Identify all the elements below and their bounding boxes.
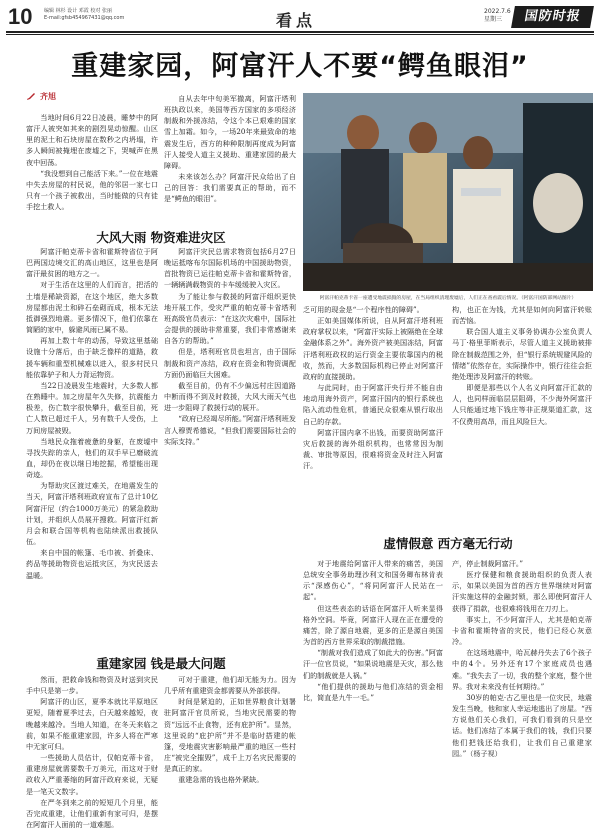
paragraph: “政府已经竭尽所能。”阿富汗塔利班发言人穆贾希德说，“但我们需要国际社会的实际支持。” xyxy=(164,414,296,446)
paragraph: 未来该怎么办？阿富汗民众给出了自己的回答：我们需要真正的帮助，而不是“鳄鱼的眼泪”。 xyxy=(164,172,296,204)
photo-caption: 阿富汗帕克蒂卡省一座遭受地震损毁的房屋，在当局组织清理废墟后，人们正在查看震后情况。（阿富汗国防部网站图片） xyxy=(319,296,577,301)
section1-column-2 xyxy=(164,246,296,644)
right-column-3-bottom xyxy=(303,558,443,820)
paragraph: 截至目前，仍有不少偏远村庄因道路中断而得不到及时救援，大风大雨天气也进一步阻碍了救援行动的展开。 xyxy=(164,380,296,413)
paragraph: 构，也正在为钱，尤其是如何向阿富汗转账而苦恼。 xyxy=(452,305,592,326)
intro-column-2 xyxy=(164,93,296,226)
paragraph: 来自中国的帐篷、毛巾被、折叠床、药品等援助物资也运抵灾区，为灾民送去温暖。 xyxy=(26,548,158,580)
header-rule xyxy=(6,31,594,33)
paragraph: 阿富汗帕克蒂卡省和霍斯特省位于阿巴两国边境交汇的高山地区，这里也是阿富汗最贫困的地方之一。 xyxy=(26,247,158,279)
paragraph: 自从去年中旬美军撤离，阿富汗塔利班执政以来，美国等西方国家的多项经济制裁和外援冻结，令这个本已艰难的国家雪上加霜。如今，一场20年来最致命的地震发生后，西方的种种限制再度成为阿富汗人接受人道主义援助、重建家园的最大障碍。 xyxy=(164,94,296,170)
paragraph: 在严冬到来之前的短短几个月里，能否完成重建，让他们重新有家可归，是摆在阿富汗人面前的一道难题。 xyxy=(26,797,158,830)
editor-line: 编辑 林杉 设计 邓霞 校对 张丽 xyxy=(44,8,112,14)
paragraph: 重建急需的钱也格外紧缺。 xyxy=(178,775,264,785)
byline: 齐旭 xyxy=(40,92,56,101)
paragraph: 医疗保健和粮食援助组织的负责人表示，如果以美国为首的西方世界继续对阿富汗实施这样的金融封锁，那么即使阿富汗人获得了捐款，也很难将钱用在刀刃上。 xyxy=(452,570,592,613)
pen-icon xyxy=(26,92,36,101)
editor-info xyxy=(44,8,124,22)
paragraph: 对于生活在这里的人们而言，把活的土墙是稀缺资源，在这个地区，绝大多数房屋都由泥土和碎石垒砌而成，根本无法抵御强烈地震。更多情况下，他们依靠在简陋的家中，躲避风雨已属不易。 xyxy=(26,280,158,335)
paragraph: 当地时间6月22日凌晨，睡梦中的阿富汗人被突如其来的剧烈晃动惊醒。山区里的泥土和石块房屋在数秒之内坍塌，许多人瞬间被掩埋在废墟之下，哭喊声在黑夜中回荡。 xyxy=(26,113,158,167)
section1-column-1 xyxy=(26,246,158,644)
header-rule-thin xyxy=(6,34,594,35)
weekday: 星期三 xyxy=(484,16,503,23)
paragraph: 阿富汗国内拿不出钱，而要资助阿富汗灾后救援的海外组织机构，也常常因为制裁、审批等原因，很难将资金及时注入阿富汗。 xyxy=(303,427,443,471)
paper-logo: 国防时报 xyxy=(511,6,594,28)
page-number: 10 xyxy=(8,4,33,29)
paragraph: 当22日凌晨发生地震时，大多数人都在熟睡中。加之房屋年久失修，抗震能力极差，伤亡数字很快攀升，截至目前，死亡人数已超过千人，另有数千人受伤，上万间房屋被毁。 xyxy=(26,380,158,435)
paragraph: 但是，塔利班官员也坦言，由于国际制裁和资产冻结，政府在资金和物资调配方面仍面临巨大困难。 xyxy=(164,347,296,379)
subheading-hypocrisy: 虚情假意 西方毫无行动 xyxy=(383,536,513,551)
section2-column-2 xyxy=(164,674,296,822)
paragraph: 但这些表态的话语在阿富汗人听来显得格外空洞。毕竟，阿富汗人现在正在遭受的痛苦，除了源自地震，更多的正是源自美国为首的西方世界采取的制裁措施。 xyxy=(303,603,443,647)
paragraph: 在这场地震中，哈瓦赫丹失去了6个孩子中的4个。另外还有17个家庭成员也遇难。“我失去了一切，我的整个家庭，整个世界。我对未来没有任何期待。” xyxy=(452,648,592,691)
paragraph: “制裁对我们造成了如此大的伤害。”阿富汗一位官员说，“如果说地震是天灾，那么他们的制裁就是人祸。” xyxy=(303,648,443,680)
right-column-3-top xyxy=(303,304,443,532)
paragraph: 阿富汗灾民总需求物资包括6月27日晚运抵喀布尔国际机场的中国援助物资，首批物资已运往帕克蒂卡省和霍斯特省，一辆辆满载物资的卡车缓缓驶入灾区。 xyxy=(164,247,296,290)
paragraph: 对于地震给阿富汗人带来的痛苦，美国总统安全事务助理沙利文和国务卿布林肯表示“深感伤心”，“将同阿富汗人民站在一起”。 xyxy=(303,559,443,602)
paragraph: 当地民众拖着疲惫的身躯，在废墟中寻找失踪的亲人，他们的双手早已磨破流血，却仍在夜以继日地挖掘，希望能出现奇迹。 xyxy=(26,436,158,480)
section-title: 看点 xyxy=(276,11,317,30)
paragraph: 即便是那些以个人名义向阿富汗汇款的人，也同样面临层层阻碍，不少海外阿富汗人只能通过地下钱庄等非正规渠道汇款，这不仅费用高昂，而且风险巨大。 xyxy=(452,383,592,426)
paragraph: 与此同时，由于阿富汗央行并不能自由地动用海外资产，阿富汗国内的银行系统也陷入流动性危机，普通民众很难从银行取出自己的存款。 xyxy=(303,383,443,426)
subheading-money: 重建家园 钱是最大问题 xyxy=(96,656,226,671)
right-column-4-top xyxy=(452,304,592,532)
headline: 重建家园，阿富汗人不要“鳄鱼眼泪” xyxy=(71,51,529,82)
intro-column-1 xyxy=(26,112,158,224)
paragraph: 30岁的帕克·古乙里也是一位灾民，地震发生当晚，他和家人幸运地逃出了房屋。“西方说他们关心我们，可我们看到的只是空话。他们冻结了本属于我们的钱，我们只要他们把钱还给我们，让我们自己重建家园。”（杨子视） xyxy=(452,692,592,758)
section2-column-1 xyxy=(26,674,158,830)
paragraph: 然而，把救命钱和物资及时送到灾民手中只是第一步。 xyxy=(26,675,158,696)
paragraph: “我没想到自己能活下来。”一位在地震中失去房屋的村民说，他的邻居一家七口只有一个孩子被救出，当时能做的只有徒手挖土救人。 xyxy=(26,168,158,212)
right-column-4-bottom xyxy=(452,558,592,820)
earthquake-photo xyxy=(303,93,593,291)
paragraph: 联合国人道主义事务协调办公室负责人马丁·格里菲斯表示，尽管人道主义援助被排除在制裁范围之外，但“银行系统规避风险的情绪”依然存在，实际操作中，银行往往会拒绝处理涉及阿富汗的转账。 xyxy=(452,327,592,381)
subheading-storm: 大风大雨 物资难进灾区 xyxy=(96,230,226,245)
paragraph: 事实上，不少阿富汗人，尤其是帕克蒂卡省和霍斯特省的灾民，他们已经心灰意冷。 xyxy=(452,614,592,647)
paragraph: 乏可用的现金是“一个程序性的障碍”。 xyxy=(303,305,424,314)
email-line: E-mail:gfsb454967431@qq.com xyxy=(44,15,125,21)
issue-date xyxy=(484,8,511,24)
paragraph: 正如美国媒体所说，自从阿富汗塔利班政府掌权以来，“阿富汗实际上被隔绝在全球金融体系之外”。海外资产被美国冻结，阿富汗塔利班政权的运行资金主要依靠国内的税收，然而，大多数国际机构已停止对阿富汗政府的直接援助。 xyxy=(303,316,443,381)
paragraph: 时间是紧迫的，正如世界粮食计划署驻阿富汗官员所说，当地灾民需要的物资“远远不止食物，还有庇护所”。显然，这里说的“庇护所”并不是临时搭建的帐篷，受地震灾害影响最严重的地区一些村庄“被完全摧毁”，成千上万名灾民需要的是真正的家。 xyxy=(164,697,296,774)
photo-illustration xyxy=(303,93,593,291)
masthead xyxy=(8,6,592,30)
paragraph: 一些援助人员估计，仅帕克蒂卡省，重建房屋就需要数千万美元，而这对于财政收入严重萎缩的阿富汗政府来说，无疑是一笔天文数字。 xyxy=(26,753,158,796)
paragraph: 阿富汗的山区，夏季本就比平原地区更短，随着夏季过去，白天越来越短，夜晚越来越冷。当地人知道，在冬天来临之前，如果不能重建家园，许多人将在严寒中无家可归。 xyxy=(26,697,158,751)
paragraph: “他们提供的援助与他们冻结的资金相比，简直是九牛一毛。” xyxy=(303,681,443,702)
paragraph: 为了能让参与救援的阿富汗组织更快地开展工作，受灾严重的帕克蒂卡省塔利班高级官员表示：“在这次灾难中，国际社会提供的援助非常重要，我们非常感谢来自各方的帮助。” xyxy=(164,291,296,346)
paragraph: 产，停止制裁阿富汗。” xyxy=(452,559,524,568)
paragraph: 再加上数十年的动荡，导致这里基础设施十分落后，由于缺乏像样的道路，救援车辆和重型机械难以进入，很多村民只能依靠驴子和人力背运物资。 xyxy=(26,336,158,379)
paragraph: 可对于重建，他们却无能为力。因为几乎所有重建资金都需要从外部获得。 xyxy=(164,675,296,696)
paragraph: 为帮助灾区渡过难关，在地震发生的当天，阿富汗塔利班政府宣布了总计10亿阿富汗尼（约合1000万美元）的紧急救助计划，并组织人员展开搜救。阿富汗红新月会和联合国等机构也陆续派出救援队伍。 xyxy=(26,481,158,547)
date: 2022.7.6 xyxy=(484,8,511,15)
